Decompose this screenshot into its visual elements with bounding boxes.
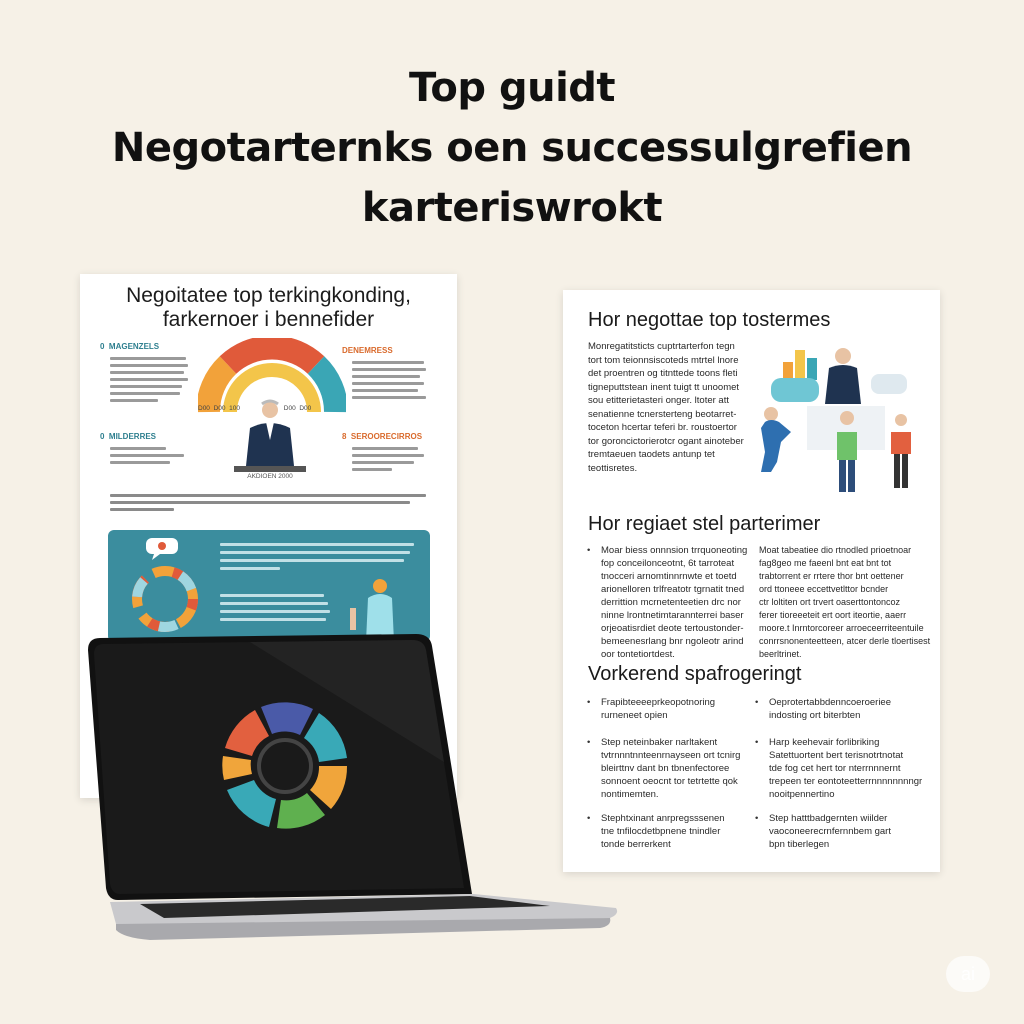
left-doc-heading-line-1: Negoitatee top terkingkonding, bbox=[126, 284, 411, 307]
bullet-line: Satettuortent bert terisnotrtnotat bbox=[769, 750, 904, 761]
col2-line: moore.t Inrntorcoreer arroeceerriteentuile bbox=[759, 623, 924, 633]
gauge-tick: 100 bbox=[229, 405, 240, 412]
gauge-tick: D00 bbox=[283, 405, 296, 412]
block-1-number: 0 bbox=[100, 342, 105, 351]
col1-line: bemeenesrlang bnr ngoleotr arind bbox=[601, 636, 744, 647]
title-line-2: Negotarternks oen successulgrefien bbox=[111, 125, 913, 171]
col1-line: oor tontetiortdest. bbox=[601, 649, 675, 660]
bullet-title: Stephtxinant anrpregsssenen bbox=[601, 813, 725, 824]
col1-line: arionelloren trlfreatotr tgrnatit tned bbox=[601, 584, 745, 595]
left-doc-block-3 bbox=[342, 346, 442, 403]
left-doc-heading bbox=[80, 284, 457, 332]
bullet-title: Step hatttbadgernten wiilder bbox=[769, 813, 888, 824]
block-3-label: DENEMRESS bbox=[342, 346, 393, 355]
right-heading-2: Hor regiaet stel parterimer bbox=[588, 513, 821, 535]
bullet-item-5: • Stephtxinant anrpregsssenen tne tnfilocdetbpnene tnindler tonde berrerkent bbox=[587, 813, 725, 850]
bullet-title: Frapibteeeeprkeopotnoring bbox=[601, 697, 716, 708]
para1-line: tremtaeuen taodets antunp tet bbox=[588, 449, 715, 460]
block-1-label: MAGENZELS bbox=[108, 342, 160, 351]
bullet-line: sonnoent oeocnt tor tetrtette qok bbox=[601, 776, 738, 787]
block-4-number: 8 bbox=[342, 432, 347, 441]
para1-line: toceton hcertar teferi br. roustoertor bbox=[588, 422, 737, 433]
col2-line: beerltrinet. bbox=[759, 649, 802, 659]
right-heading-3: Vorkerend spafrogeringt bbox=[588, 663, 802, 685]
col2-line: ord ttoneee eccettvetlttor bcnder bbox=[759, 584, 889, 594]
gauge-tick: D00 bbox=[213, 405, 226, 412]
para1-line: det proentren og titnttede toons fleti bbox=[588, 368, 738, 379]
left-doc-teal-panel bbox=[108, 530, 430, 642]
bullet-line: rurneneet opien bbox=[601, 710, 668, 721]
left-doc-block-4 bbox=[342, 432, 442, 475]
bullet-item-6: • Step hatttbadgernten wiilder vaoconeerecrnfernnbem gart bpn tiberlegen bbox=[755, 813, 891, 850]
left-doc-block-1 bbox=[100, 342, 210, 406]
left-doc-heading-line-2: farkernoer i bennefider bbox=[162, 308, 375, 331]
bullet-line: vaoconeerecrnfernnbem gart bbox=[769, 826, 891, 837]
right-col-1: • Moar biess onnnsion trrquoneoting fop conceilonceotnt, 6t tarroteat tnocceri arnomtinnrnwte et toetd arionelloren trlfreatotr tgrnatit tned derrittion mcrnetenteetien drc nor ninne lrontnetimtarannterrei baser orjeoatisrdiet deote tertoustonder- bemeenesrlang bnr ngoleotr arind oor tontetiortdest. bbox=[587, 545, 748, 660]
bullet-line: tde fog cet hert tor nterrnnnernt bbox=[769, 763, 901, 774]
para1-line: Monregatitsticts cuptrtarterfon tegn bbox=[588, 341, 735, 352]
right-col-2 bbox=[759, 544, 930, 661]
bullet-line: tonde berrerkent bbox=[601, 839, 671, 850]
page-title bbox=[0, 58, 1024, 238]
bullet-line: bleirttnv dant bn tbnenfectoree bbox=[601, 763, 730, 774]
para1-line: sou etitterietasteri onger. ltoter att bbox=[588, 395, 729, 406]
gauge-segment-red bbox=[228, 347, 316, 365]
speech-bubble-icon bbox=[144, 536, 180, 562]
gauge-tick: D00 bbox=[299, 405, 312, 412]
col1-line: derrittion mcrnetenteetien drc nor bbox=[601, 597, 741, 608]
col2-line: conrrsnonenteetteen, atcer derle tloertisest bbox=[759, 636, 931, 646]
title-line-3: karteriswrokt bbox=[361, 185, 663, 231]
right-heading-1: Hor negottae top tostermes bbox=[588, 309, 831, 331]
col1-line: ninne lrontnetimtarannterrei baser bbox=[601, 610, 744, 621]
right-paragraph-1 bbox=[588, 340, 744, 475]
para1-line: tigneputtstean inent tuigt tt unoomet bbox=[588, 381, 740, 393]
para1-line: senatienne tcnersterteng beotarret- bbox=[588, 408, 737, 420]
col1-line: tnocceri arnomtinnrnwte et toetd bbox=[601, 571, 737, 582]
block-2-label: MILDERRES bbox=[108, 432, 157, 441]
donut-illustration bbox=[126, 560, 204, 638]
para1-line: tort tom teionnsiscoteds mtrtel lnore bbox=[588, 354, 739, 366]
col1-line: fop conceilonceotnt, 6t tarroteat bbox=[601, 558, 735, 569]
col2-line: ctr loltiten ort trvert oaserttontoncoz bbox=[759, 597, 901, 607]
bullet-line: indosting ort biterbten bbox=[769, 710, 861, 721]
block-4-label: SEROORECIRROS bbox=[350, 432, 423, 441]
left-doc-paragraph bbox=[110, 490, 430, 515]
team-meeting-illustration bbox=[751, 342, 921, 500]
bullet-line: bpn tiberlegen bbox=[769, 839, 830, 850]
bullet-line: tne tnfilocdetbpnene tnindler bbox=[601, 826, 721, 837]
para1-line: teottisretes. bbox=[588, 462, 638, 474]
speaker-illustration bbox=[230, 396, 310, 476]
col2-line: fag8geo me faeenl bnt eat bnt tot bbox=[759, 558, 892, 568]
bullet-item-4: • Harp keehevair forlibriking Satettuortent bert terisnotrtnotat tde fog cet hert tor nterrnnnernt trepeen ter eontoteetterrnnnnnnnngr nooitpennertino bbox=[755, 737, 923, 800]
gauge-tick: D00 bbox=[198, 405, 210, 412]
block-2-number: 0 bbox=[100, 432, 105, 441]
bullet-line: nontimemten. bbox=[601, 789, 659, 800]
bullet-item-3: • Step neteinbaker narltakent tvtrnnntnnteenrnayseen ort tcnirg bleirttnv dant bn tbnenfectoree sonnoent oeocnt tor tetrtette qok nontimemten. bbox=[587, 737, 741, 800]
para1-line: tor goroncictorierotcr ogant ainoteber bbox=[588, 435, 744, 447]
col1-line: orjeoatisrdiet deote tertoustonder- bbox=[601, 623, 744, 634]
bullet-item-1: • Frapibteeeeprkeopotnoring rurneneet opien bbox=[587, 697, 716, 721]
title-line-1: Top guidt bbox=[408, 65, 616, 111]
bullet-title: Step neteinbaker narltakent bbox=[601, 737, 718, 748]
watermark-badge: ai bbox=[946, 956, 990, 992]
left-doc-block-2 bbox=[100, 432, 210, 468]
laptop-illustration bbox=[80, 632, 640, 952]
bullet-title: Oeprotertabbdenncoeroeriee bbox=[769, 697, 892, 708]
col2-line: Moat tabeatiee dio rtnodled prioetnoar bbox=[759, 545, 912, 555]
col2-line: trabtorrent er rrtere thor bnt oettener bbox=[759, 571, 904, 581]
bullet-line: tvtrnnntnnteenrnayseen ort tcnirg bbox=[601, 750, 741, 761]
bullet-line: trepeen ter eontoteetterrnnnnnnnngr bbox=[769, 776, 923, 787]
speaker-caption: AKDIOEN 2000 bbox=[247, 473, 293, 480]
col1-line: Moar biess onnnsion trrquoneoting bbox=[601, 545, 748, 556]
bullet-item-2: • Oeprotertabbdenncoeroeriee indosting ort biterbten bbox=[755, 697, 892, 721]
col2-line: ferer tioreeeteit ert oort iteortie, aaerr bbox=[759, 610, 907, 620]
bullet-line: nooitpennertino bbox=[769, 789, 835, 800]
bullet-title: Harp keehevair forlibriking bbox=[769, 737, 880, 748]
